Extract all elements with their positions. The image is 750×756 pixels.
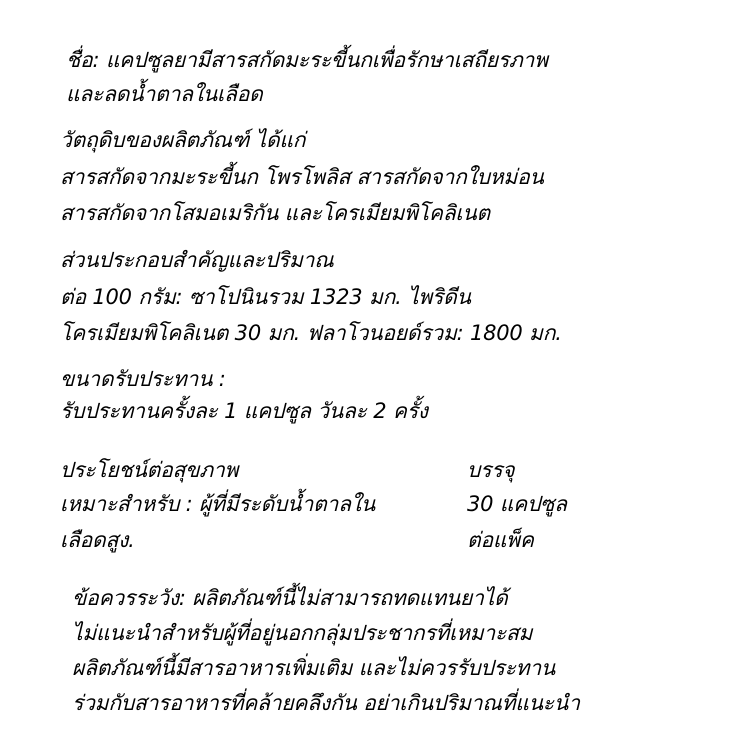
- health-benefits-heading: ประโยชน์ต่อสุขภาพ: [60, 458, 239, 482]
- packaging-heading: บรรจุ: [467, 458, 515, 482]
- health-benefits-line-2: เลือดสูง.: [60, 528, 135, 552]
- key-components-heading: ส่วนประกอบสำคัญและปริมาณ: [60, 248, 334, 272]
- dosage-heading: ขนาดรับประทาน :: [60, 367, 226, 391]
- ingredients-line-1: สารสกัดจากมะระขี้นก โพรโพลิส สารสกัดจากใบหม่อน: [60, 165, 544, 189]
- packaging-line-1: 30 แคปซูล: [467, 492, 567, 516]
- product-name-line-2: และลดน้ำตาลในเลือด: [66, 82, 263, 106]
- warning-line-1: ข้อควรระวัง: ผลิตภัณฑ์นี้ไม่สามารถทดแทนยาได้: [72, 586, 508, 610]
- ingredients-line-2: สารสกัดจากโสมอเมริกัน และโครเมียมพิโคลิเนต: [60, 201, 490, 225]
- warning-line-4: ร่วมกับสารอาหารที่คล้ายคลึงกัน อย่าเกินปริมาณที่แนะนำ: [72, 691, 580, 715]
- warning-line-2: ไม่แนะนำสำหรับผู้ที่อยู่นอกกลุ่มประชากรที่เหมาะสม: [72, 621, 533, 645]
- key-components-line-1: ต่อ 100 กรัม: ซาโปนินรวม 1323 มก. ไพริดีน: [60, 285, 471, 309]
- warning-line-3: ผลิตภัณฑ์นี้มีสารอาหารเพิ่มเติม และไม่ควรรับประทาน: [72, 656, 556, 680]
- packaging-line-2: ต่อแพ็ค: [467, 528, 534, 552]
- key-components-line-2: โครเมียมพิโคลิเนต 30 มก. ฟลาโวนอยด์รวม: 1800 มก.: [60, 321, 562, 345]
- health-benefits-line-1: เหมาะสำหรับ : ผู้ที่มีระดับน้ำตาลใน: [60, 492, 375, 516]
- product-name-line-1: ชื่อ: แคปซูลยามีสารสกัดมะระขี้นกเพื่อรักษาเสถียรภาพ: [66, 48, 548, 72]
- ingredients-heading: วัตถุดิบของผลิตภัณฑ์ ได้แก่: [60, 128, 306, 152]
- dosage-line-1: รับประทานครั้งละ 1 แคปซูล วันละ 2 ครั้ง: [60, 399, 428, 423]
